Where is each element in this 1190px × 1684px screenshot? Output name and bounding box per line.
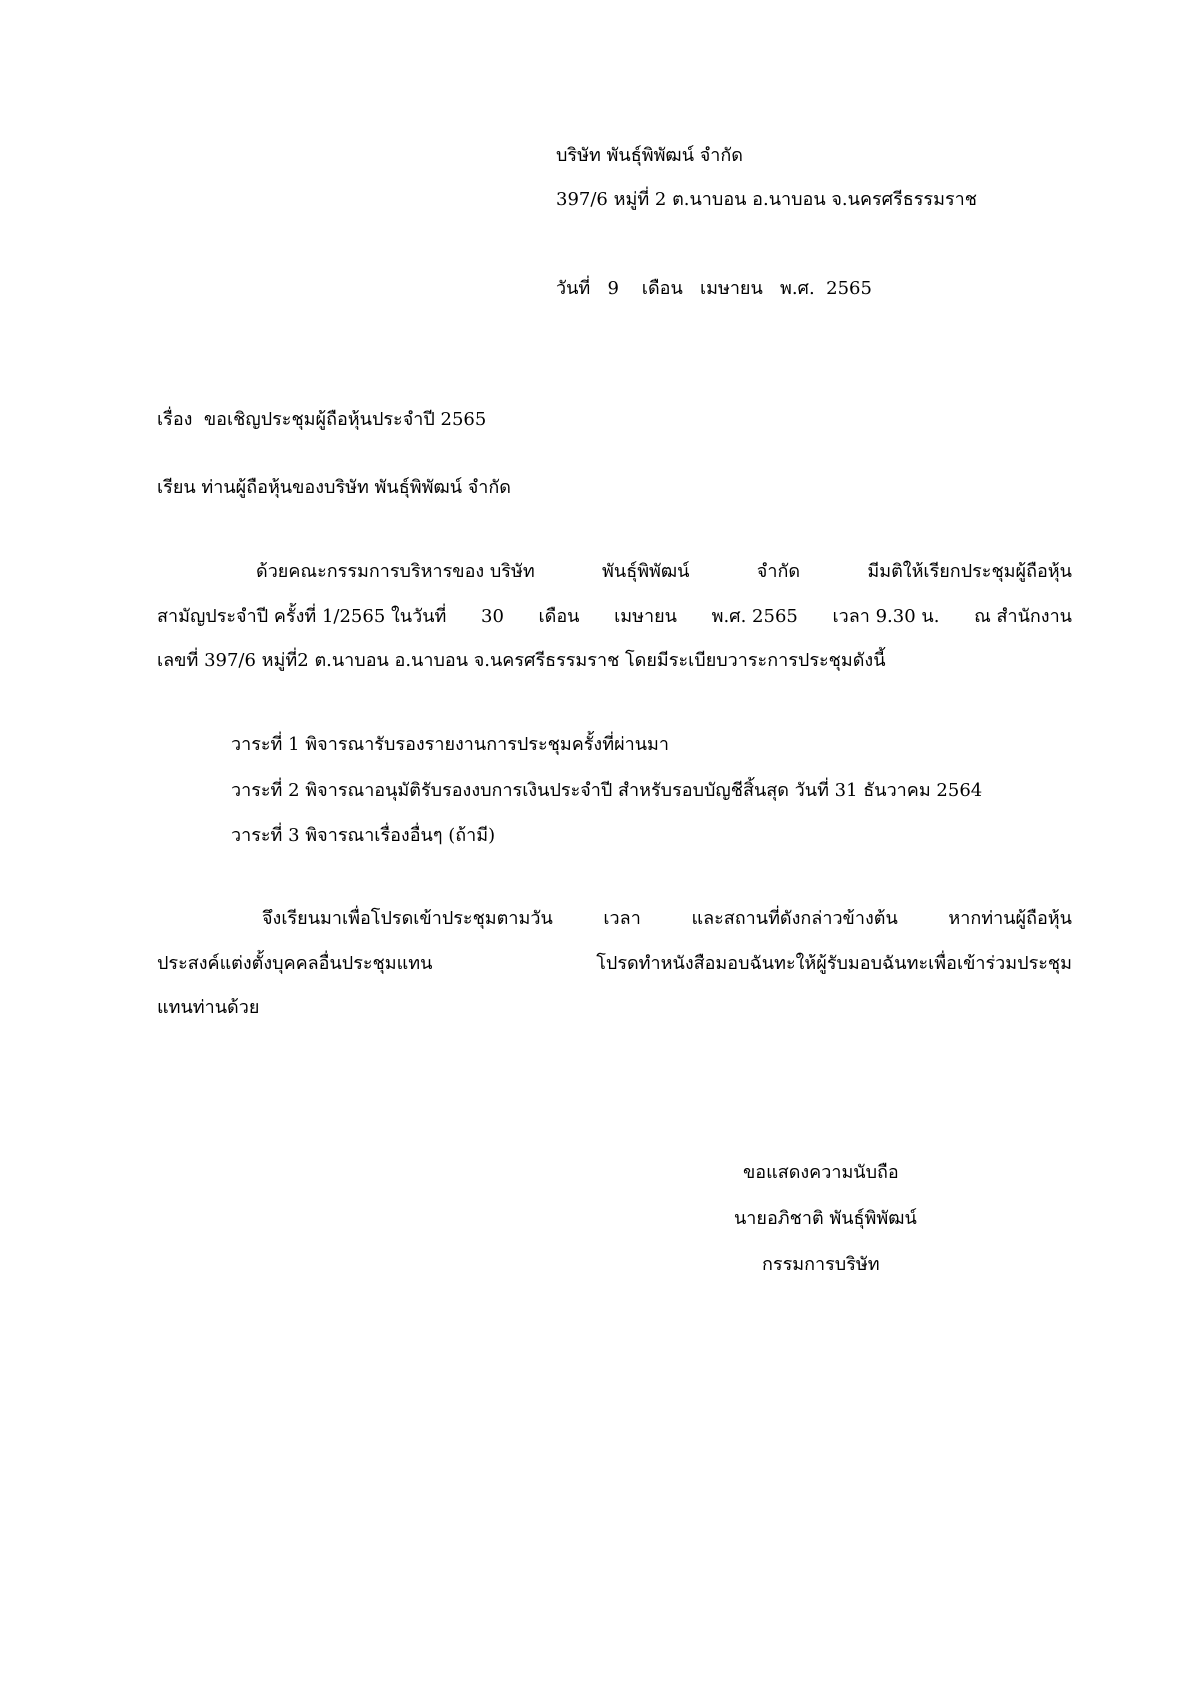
date-day-label: วันที่: [556, 278, 591, 299]
signer-title: กรรมการบริษัท: [762, 1254, 880, 1275]
closing-salutation: ขอแสดงความนับถือ: [743, 1162, 899, 1183]
signer-name: นายอภิชาติ พันธุ์พิพัฒน์: [734, 1208, 917, 1229]
recipient-label: เรียน: [157, 477, 196, 498]
p2l2-part: โปรดทำหนังสือมอบฉันทะให้ผู้รับมอบฉันทะเพื่อเข้าร่วมประชุม: [596, 953, 1072, 974]
agenda-item: วาระที่ 1 พิจารณารับรองรายงานการประชุมครั้งที่ผ่านมา: [231, 734, 670, 755]
paragraph-2-line-3: แทนท่านด้วย: [157, 997, 260, 1018]
date-month-label: เดือน: [641, 278, 683, 299]
recipient-text: ท่านผู้ถือหุ้นของบริษัท พันธุ์พิพัฒน์ จำกัด: [201, 477, 511, 498]
paragraph-2-line-2: [157, 955, 1072, 973]
p1l1-part: จำกัด: [756, 561, 801, 582]
paragraph-1-line-1: [256, 563, 1072, 581]
subject-text: ขอเชิญประชุมผู้ถือหุ้นประจำปี 2565: [203, 409, 487, 430]
p2l2-part: ประสงค์แต่งตั้งบุคคลอื่นประชุมแทน: [157, 953, 433, 974]
company-name: บริษัท พันธุ์พิพัฒน์ จำกัด: [556, 145, 743, 166]
date-year-label: พ.ศ.: [779, 278, 815, 299]
paragraph-1-line-2: [157, 608, 1072, 626]
p2l1-part: หากท่านผู้ถือหุ้น: [948, 908, 1072, 929]
recipient-line: [157, 479, 511, 497]
subject-label: เรื่อง: [157, 409, 193, 430]
agenda-item: วาระที่ 2 พิจารณาอนุมัติรับรองงบการเงินประจำปี สำหรับรอบบัญชีสิ้นสุด วันที่ 31 ธันวาคม 2564: [231, 780, 983, 801]
p1l2-part: 30: [481, 606, 504, 627]
p1l2-part: เวลา 9.30 น.: [832, 606, 940, 627]
paragraph-1-line-3: เลขที่ 397/6 หมู่ที่2 ต.นาบอน อ.นาบอน จ.นครศรีธรรมราช โดยมีระเบียบวาระการประชุมดังนี้: [157, 650, 886, 671]
p2l1-part: เวลา: [603, 908, 641, 929]
p2l1-part: จึงเรียนมาเพื่อโปรดเข้าประชุมตามวัน: [262, 908, 553, 929]
subject-line: [157, 411, 486, 429]
p1l2-part: พ.ศ. 2565: [711, 606, 798, 627]
p1l1-part: พันธุ์พิพัฒน์: [602, 561, 690, 582]
date-year: 2565: [826, 278, 872, 299]
p1l1-part: มีมติให้เรียกประชุมผู้ถือหุ้น: [867, 561, 1072, 582]
p1l2-part: ณ สำนักงาน: [974, 606, 1072, 627]
p1l1-part: ด้วยคณะกรรมการบริหารของ บริษัท: [256, 561, 535, 582]
company-address: 397/6 หมู่ที่ 2 ต.นาบอน อ.นาบอน จ.นครศรีธรรมราช: [556, 189, 977, 210]
p1l2-part: เมษายน: [614, 606, 677, 627]
p2l1-part: และสถานที่ดังกล่าวข้างต้น: [691, 908, 898, 929]
paragraph-2-line-1: [262, 910, 1072, 928]
date-month: เมษายน: [699, 278, 763, 299]
date-day: 9: [607, 278, 619, 299]
letter-date: [556, 280, 872, 298]
p1l2-part: เดือน: [538, 606, 580, 627]
p1l2-part: สามัญประจำปี ครั้งที่ 1/2565 ในวันที่: [157, 606, 447, 627]
agenda-item: วาระที่ 3 พิจารณาเรื่องอื่นๆ (ถ้ามี): [231, 825, 496, 846]
